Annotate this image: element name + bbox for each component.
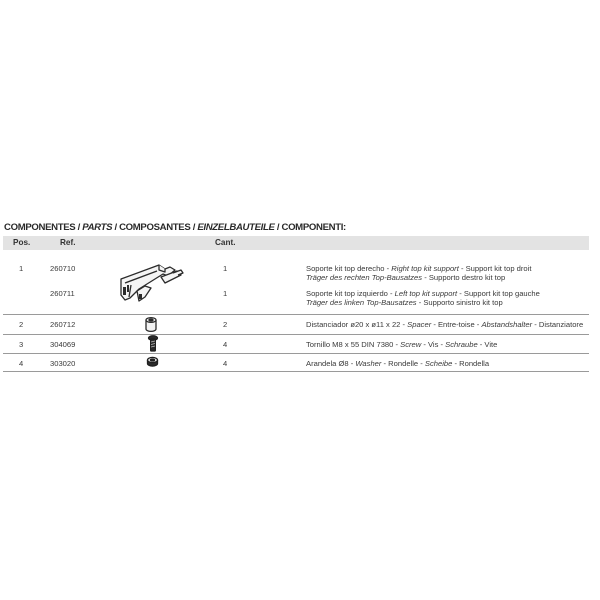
row-ref: 304069 bbox=[50, 340, 76, 349]
components-title bbox=[4, 222, 346, 233]
row-description: Soporte kit top derecho - Right top kit support - Support kit top droit Träger des rechten Top-Bausatzes - Supporto destro kit top bbox=[306, 264, 532, 282]
table-header bbox=[3, 236, 589, 250]
title-de: EINZELBAUTEILE bbox=[197, 222, 275, 233]
row-ref: 303020 bbox=[50, 359, 76, 368]
table-row bbox=[3, 252, 589, 315]
row-pos: 1 bbox=[19, 264, 24, 273]
washer-icon bbox=[146, 356, 159, 368]
table-row bbox=[3, 354, 589, 372]
row-cant: 1 bbox=[223, 289, 228, 298]
row-pos: 3 bbox=[19, 340, 24, 349]
table-row bbox=[3, 315, 589, 335]
row-description: Soporte kit top izquierdo - Left top kit support - Support kit top gauche Träger des linken Top-Bausatzes - Supporto sinistro kit top bbox=[306, 289, 540, 307]
table-row bbox=[3, 335, 589, 354]
title-fr: / COMPOSANTES / bbox=[112, 222, 198, 233]
row-ref: 260712 bbox=[50, 320, 76, 329]
title-en: PARTS bbox=[82, 222, 113, 233]
row-description: Distanciador ø20 x ø11 x 22 - Spacer - Entre-toise - Abstandshalter - Distanziatore bbox=[306, 320, 584, 329]
title-es: COMPONENTES / bbox=[4, 222, 83, 233]
row-cant: 4 bbox=[223, 340, 228, 349]
row-ref: 260710 bbox=[50, 264, 76, 273]
row-cant: 2 bbox=[223, 320, 228, 329]
header-ref: Ref. bbox=[60, 238, 76, 247]
row-ref: 260711 bbox=[50, 289, 75, 298]
spacer-icon bbox=[144, 316, 158, 333]
row-description: Arandela Ø8 - Washer - Rondelle - Scheibe - Rondella bbox=[306, 359, 490, 368]
row-cant: 1 bbox=[223, 264, 228, 273]
row-cant: 4 bbox=[223, 359, 228, 368]
row-pos: 2 bbox=[19, 320, 24, 329]
header-cant: Cant. bbox=[215, 238, 236, 247]
row-description: Tornillo M8 x 55 DIN 7380 - Screw - Vis - Schraube - Vite bbox=[306, 340, 498, 349]
row-pos: 4 bbox=[19, 359, 24, 368]
title-it: / COMPONENTI: bbox=[274, 222, 346, 233]
header-pos: Pos. bbox=[13, 238, 31, 247]
screw-icon bbox=[147, 335, 159, 353]
bracket-icon bbox=[115, 261, 185, 307]
